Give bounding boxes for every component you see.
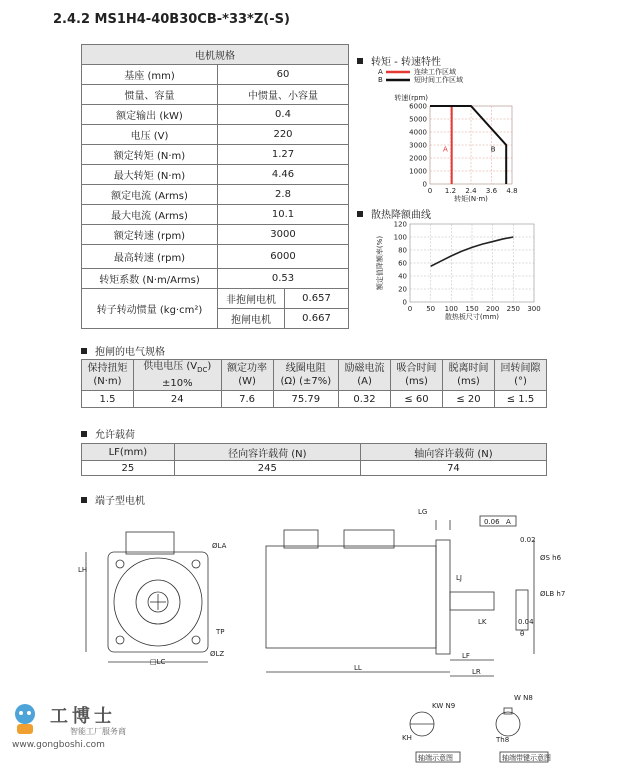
y-tick-label: 3000	[409, 141, 427, 150]
brake-header: 励磁电流 (A)	[339, 360, 391, 391]
brake-header: 供电电压 $(V_{DC})$ ±10%	[133, 360, 221, 391]
spec-row	[82, 225, 349, 245]
label-lc: □LC	[150, 658, 166, 666]
label-wn: W N8	[514, 694, 533, 702]
caption-shaft-key: 轴端带键示意图	[502, 754, 551, 762]
area-label-a: A	[442, 145, 448, 154]
watermark-brand: 工博士	[50, 706, 116, 727]
inertia-sub: 抱闸电机	[218, 309, 285, 329]
spec-value: 1.27	[218, 145, 349, 165]
watermark	[8, 700, 148, 756]
spec-label: 惯量、容量	[82, 85, 218, 105]
x-tick-label: 300	[527, 305, 541, 313]
label-datum-a: A	[506, 518, 511, 526]
label-lf: LF	[462, 652, 470, 660]
spec-row	[82, 65, 349, 85]
brake-section-title: 抱闸的电气规格	[81, 343, 165, 358]
brake-value: 7.6	[221, 391, 273, 408]
label-tp: TP	[216, 628, 225, 636]
label-kh: KH	[402, 734, 412, 742]
x-tick-label: 2.4	[465, 187, 477, 195]
spec-value: 0.53	[218, 269, 349, 289]
derating-section-title: 散热降额曲线	[357, 206, 431, 221]
side-body	[266, 546, 436, 648]
y-tick-label: 1000	[409, 167, 427, 176]
inertia-label: 转子转动惯量 (kg·cm²)	[82, 289, 218, 329]
y-tick-label: 5000	[409, 115, 427, 124]
brake-header: 保持扭矩 (N·m)	[82, 360, 134, 391]
label-ll: LL	[354, 664, 362, 672]
shaft	[450, 592, 494, 610]
legend-key: A	[378, 68, 383, 76]
x-tick-label: 150	[465, 305, 479, 313]
spec-row	[82, 165, 349, 185]
load-header: 径向容许载荷 (N)	[174, 444, 360, 461]
brake-value: 0.32	[339, 391, 391, 408]
load-header: 轴向容许载荷 (N)	[360, 444, 546, 461]
allowed-load-table	[81, 443, 547, 476]
y-tick-label: 0	[402, 298, 407, 307]
label-lr: LR	[472, 668, 481, 676]
brake-header: 吸合时间 (ms)	[391, 360, 443, 391]
spec-row	[82, 145, 349, 165]
derating-chart	[372, 218, 552, 328]
spec-value: 0.4	[218, 105, 349, 125]
x-axis-label: 转矩(N·m)	[454, 195, 488, 203]
spec-value: 3000	[218, 225, 349, 245]
brake-header: 回转间隙 (°)	[494, 360, 546, 391]
label-theta: θ	[520, 630, 525, 638]
y-tick-label: 6000	[409, 102, 427, 111]
x-tick-label: 0	[427, 187, 433, 195]
torque-speed-chart	[370, 64, 540, 204]
brake-value: 75.79	[273, 391, 339, 408]
spec-label: 最大转矩 (N·m)	[82, 165, 218, 185]
label-lg: LG	[418, 508, 428, 516]
spec-value: 4.46	[218, 165, 349, 185]
brake-spec-table	[81, 359, 547, 408]
robot-mascot-icon	[8, 700, 42, 736]
spec-label: 基座 (mm)	[82, 65, 218, 85]
load-value: 25	[82, 461, 175, 476]
legend-label: 连续工作区域	[414, 68, 456, 76]
label-kw: KW N9	[432, 702, 456, 710]
spec-row	[82, 185, 349, 205]
y-tick-label: 2000	[409, 154, 427, 163]
spec-value: 中惯量、小容量	[218, 85, 349, 105]
spec-label: 转矩系数 (N·m/Arms)	[82, 269, 218, 289]
load-header: LF(mm)	[82, 444, 175, 461]
spec-label: 最大电流 (Arms)	[82, 205, 218, 225]
y-axis-label: 转速(rpm)	[394, 94, 428, 102]
y-tick-label: 60	[398, 259, 407, 268]
spec-label: 额定输出 (kW)	[82, 105, 218, 125]
label-tol3: 0.04	[518, 618, 534, 626]
area-label-b: B	[490, 145, 496, 154]
derating-curve	[431, 237, 514, 266]
label-lh: LH	[78, 566, 88, 574]
caption-shaft-end: 轴端示意图	[418, 754, 453, 762]
spec-value: 10.1	[218, 205, 349, 225]
brake-value: ≤ 60	[391, 391, 443, 408]
y-tick-label: 40	[398, 272, 407, 281]
watermark-tagline: 智能工厂服务商	[70, 727, 126, 736]
label-tol2: 0.02	[520, 536, 536, 544]
drawing-section-title: 端子型电机	[81, 492, 145, 507]
spec-label: 额定电流 (Arms)	[82, 185, 218, 205]
x-tick-label: 200	[485, 305, 500, 313]
x-tick-label: 1.2	[444, 187, 457, 195]
inertia-value: 0.667	[285, 309, 349, 329]
load-section-title: 允许载荷	[81, 426, 135, 441]
legend-label: 短时间工作区域	[414, 76, 463, 84]
spec-value: 2.8	[218, 185, 349, 205]
spec-label: 额定转矩 (N·m)	[82, 145, 218, 165]
spec-row	[82, 125, 349, 145]
watermark-url: www.gongboshi.com	[12, 740, 105, 750]
page-title: 2.4.2 MS1H4-40B30CB-*33*Z(-S)	[53, 12, 290, 27]
x-tick-label: 4.8	[506, 187, 518, 195]
inertia-value: 0.657	[285, 289, 349, 309]
y-tick-label: 120	[393, 220, 407, 229]
motor-spec-table	[81, 44, 349, 329]
spec-value: 6000	[218, 245, 349, 269]
label-lk: LK	[478, 618, 487, 626]
y-tick-label: 4000	[409, 128, 427, 137]
spec-row	[82, 205, 349, 225]
brake-value: 24	[133, 391, 221, 408]
spec-value: 220	[218, 125, 349, 145]
y-tick-label: 80	[398, 246, 407, 255]
y-tick-label: 100	[393, 233, 407, 242]
spec-label: 最高转速 (rpm)	[82, 245, 218, 269]
x-axis-label: 散热板尺寸(mm)	[444, 313, 500, 321]
y-axis-label: 额定值降额率(%)	[376, 235, 384, 291]
label-tol1: 0.06	[484, 518, 500, 526]
brake-value: 1.5	[82, 391, 134, 408]
brake-header: 线圈电阻 (Ω) (±7%)	[273, 360, 339, 391]
label-lz: ØLZ	[210, 650, 225, 658]
label-s-dim: ØS h6	[540, 554, 562, 562]
inertia-sub: 非抱闸电机	[218, 289, 285, 309]
spec-label: 电压 (V)	[82, 125, 218, 145]
spec-row	[82, 245, 349, 269]
brake-header: 脱离时间 (ms)	[442, 360, 494, 391]
x-tick-label: 250	[506, 305, 521, 313]
legend-key: B	[378, 76, 383, 84]
x-tick-label: 100	[444, 305, 459, 313]
load-value: 245	[174, 461, 360, 476]
brake-value: ≤ 1.5	[494, 391, 546, 408]
brake-header: 额定功率 (W)	[221, 360, 273, 391]
x-tick-label: 0	[407, 305, 413, 313]
label-la: ØLA	[212, 542, 227, 550]
y-tick-label: 0	[422, 180, 427, 189]
spec-header: 电机规格	[82, 45, 349, 65]
brake-value: ≤ 20	[442, 391, 494, 408]
label-lj: LJ	[456, 574, 462, 582]
spec-row	[82, 85, 349, 105]
inertia-row	[82, 289, 349, 309]
spec-row	[82, 105, 349, 125]
load-value: 74	[360, 461, 546, 476]
x-tick-label: 3.6	[485, 187, 498, 195]
label-th: Th8	[496, 736, 510, 744]
y-tick-label: 20	[398, 285, 407, 294]
torque-section-title: 转矩 - 转速特性	[357, 53, 441, 68]
spec-label: 额定转速 (rpm)	[82, 225, 218, 245]
x-tick-label: 50	[426, 305, 436, 313]
spec-row	[82, 269, 349, 289]
label-lb-dim: ØLB h7	[540, 590, 566, 598]
spec-value: 60	[218, 65, 349, 85]
